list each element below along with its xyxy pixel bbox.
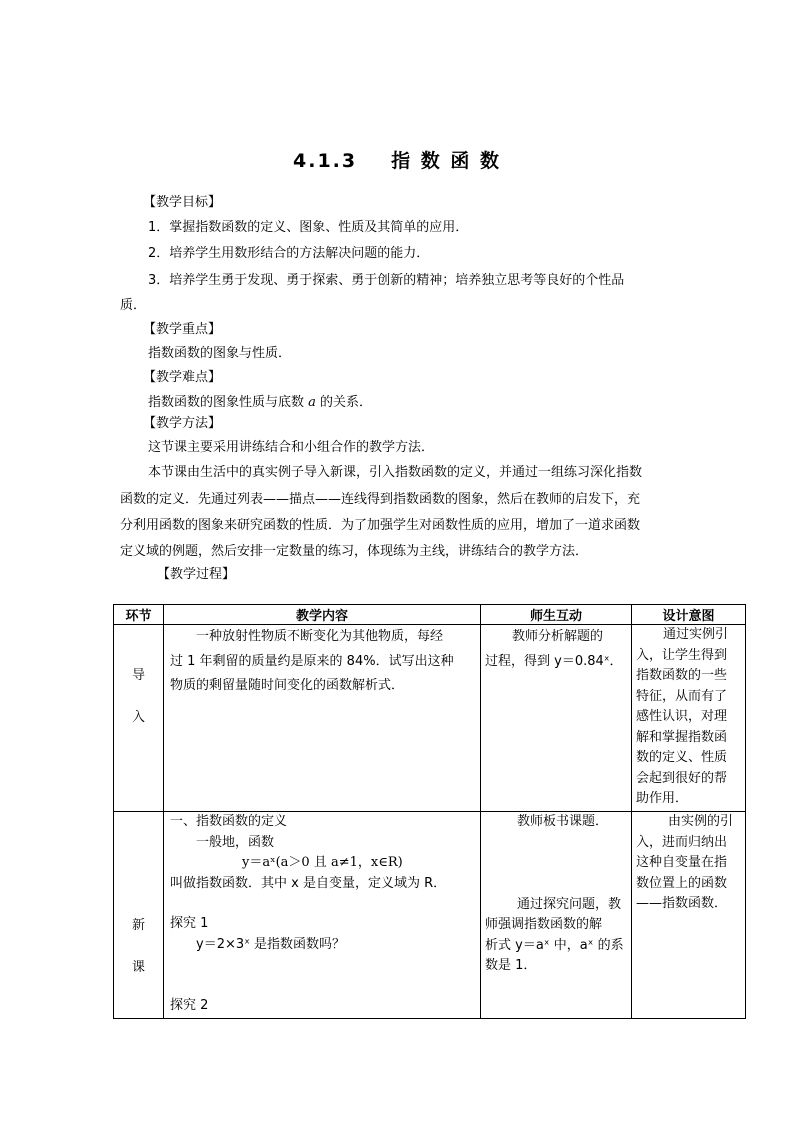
goal-item-3-wrap: 质． [120, 298, 147, 313]
intent-cell [632, 812, 746, 1019]
explore-2: 探究 2 [170, 998, 209, 1013]
interaction-cell [481, 812, 632, 1019]
interaction-line: 教师分析解题的 [512, 629, 604, 644]
intent-line: 这种自变量在指 [636, 855, 728, 870]
intent-line: 指数函数的一些 [636, 668, 728, 683]
table-header-row [114, 605, 746, 625]
interaction-line: 析式 y＝aˣ 中，aˣ 的系 [485, 937, 624, 953]
intent-line: 会起到很好的帮 [636, 770, 728, 786]
key-points-heading: 【教学重点】 [143, 322, 222, 337]
interaction-line: 教师板书课题． [517, 814, 609, 829]
intent-line: 数位置上的函数 [636, 875, 728, 891]
content-line: 一种放射性物质不断变化为其他物质，每经 [196, 629, 444, 644]
intent-line: ——指数函数． [636, 896, 728, 911]
goal-item-2: 2．培养学生用数形结合的方法解决问题的能力． [148, 246, 430, 261]
goals-heading: 【教学目标】 [143, 195, 222, 210]
intent-line: 解和掌握指数函 [636, 729, 728, 745]
table-row [114, 625, 746, 812]
method-line-1: 这节课主要采用讲练结合和小组合作的教学方法． [148, 440, 435, 455]
intent-line: 由实例的引 [668, 814, 734, 829]
interaction-line: 过程，得到 y＝0.84ˣ． [485, 653, 623, 669]
process-table [113, 604, 746, 1019]
content-cell [164, 625, 481, 812]
method-para-line-1: 本节课由生活中的真实例子导入新课，引入指数函数的定义，并通过一组练习深化指数 [148, 465, 643, 480]
goal-item-3: 3．培养学生勇于发现、勇于探索、勇于创新的精神；培养独立思考等良好的个性品 [148, 273, 625, 288]
intent-line: 助作用． [636, 791, 689, 806]
title-text: 指 数 函 数 [391, 150, 501, 172]
content-cell [164, 812, 481, 1019]
intent-line: 通过实例引 [663, 627, 729, 642]
stage-char: 导 [131, 668, 145, 683]
content-line: 一般地，函数 [196, 834, 275, 850]
method-para-line-2: 函数的定义．先通过列表——描点——连线得到指数函数的图象，然后在教师的启发下，充 [120, 492, 641, 507]
goal-item-1: 1．掌握指数函数的定义、图象、性质及其简单的应用． [148, 220, 469, 235]
interaction-line: 师强调指数函数的解 [485, 917, 603, 932]
content-line: 过 1 年剩留的质量约是原来的 84%．试写出这种 [170, 653, 454, 669]
stage-cell [114, 625, 164, 812]
difficulty-heading: 【教学难点】 [143, 370, 222, 385]
intent-line: 感性认识，对理 [636, 709, 728, 724]
content-line: 一、指数函数的定义 [170, 814, 288, 829]
stage-cell [114, 812, 164, 1019]
header-content: 教学内容 [164, 605, 481, 625]
interaction-line: 数是 1． [485, 958, 537, 973]
method-para-line-3: 分利用函数的图象来研究函数的性质．为了加强学生对函数性质的应用，增加了一道求函数 [120, 518, 641, 533]
table-row [114, 812, 746, 1019]
intent-line: 入，让学生得到 [636, 647, 728, 663]
intent-cell [632, 625, 746, 812]
key-points-text: 指数函数的图象与性质． [148, 346, 292, 361]
process-heading: 【教学过程】 [157, 567, 236, 582]
formula: y＝aˣ(a＞0 且 a≠1，x∈R) [242, 855, 403, 870]
method-heading: 【教学方法】 [143, 416, 222, 431]
header-intent: 设计意图 [632, 605, 746, 625]
intent-line: 数的定义、性质 [636, 750, 728, 765]
stage-char: 课 [131, 960, 145, 975]
question-1: y＝2×3ˣ 是指数函数吗？ [196, 936, 346, 952]
intent-line: 特征，从而有了 [636, 688, 728, 704]
explore-1: 探究 1 [170, 916, 209, 931]
interaction-line: 通过探究问题，教 [517, 896, 622, 912]
stage-char: 新 [131, 918, 145, 933]
content-line: 叫做指数函数．其中 x 是自变量，定义域为 R． [170, 875, 447, 891]
header-interaction: 师生互动 [481, 605, 632, 625]
interaction-cell [481, 625, 632, 812]
intent-line: 入，进而归纳出 [636, 834, 728, 850]
header-stage: 环节 [114, 605, 164, 625]
difficulty-text: 指数函数的图象性质与底数 a 的关系． [148, 395, 373, 410]
method-para-line-4: 定义域的例题，然后安排一定数量的练习，体现练为主线，讲练结合的教学方法． [120, 544, 589, 559]
page-title [0, 146, 794, 173]
content-line: 物质的剩留量随时间变化的函数解析式． [170, 678, 405, 693]
stage-char: 入 [131, 710, 145, 725]
section-number: 4.1.3 [293, 150, 358, 172]
